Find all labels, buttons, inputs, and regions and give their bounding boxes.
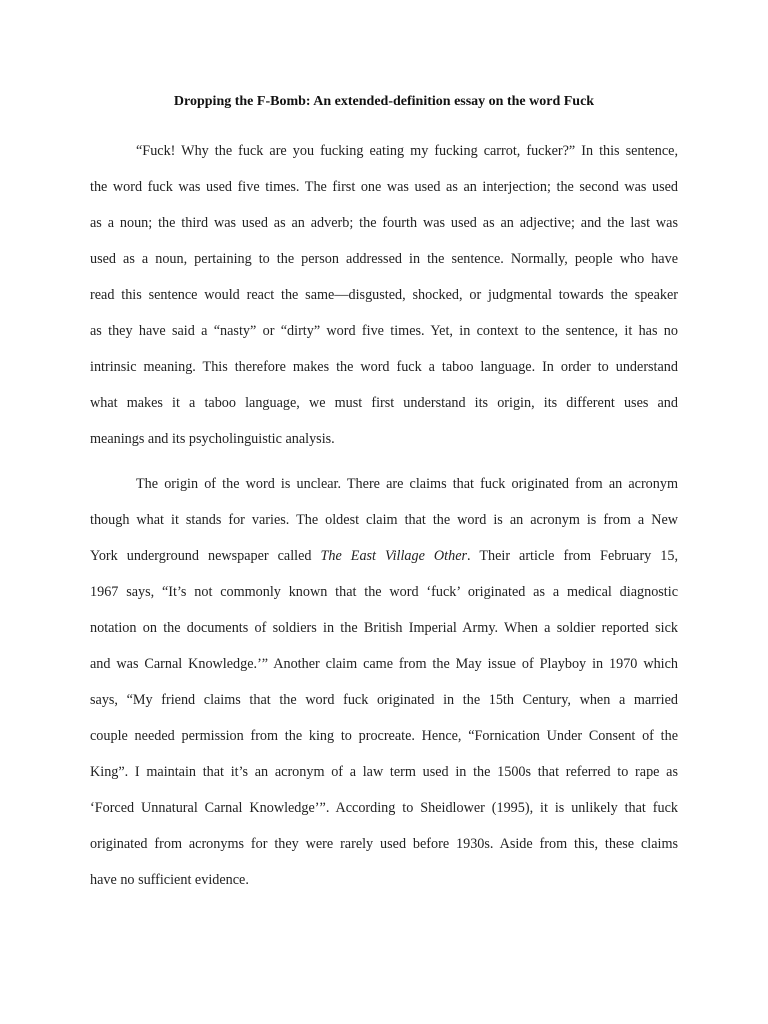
paragraph-line: as they have said a “nasty” or “dirty” word five times. Yet, in context to the sentence, it has no <box>90 323 678 339</box>
paragraph-1 <box>90 133 678 457</box>
line-text: . Their article from February 15, <box>467 548 679 564</box>
paragraph-line: couple needed permission from the king to procreate. Hence, “Fornication Under Consent of the <box>90 728 678 744</box>
paragraph-2 <box>90 466 678 898</box>
paragraph-line: “Fuck! Why the fuck are you fucking eating my fucking carrot, fucker?” In this sentence, <box>136 143 678 159</box>
line-text: York underground newspaper called <box>90 548 321 564</box>
paragraph-line: meanings and its psycholinguistic analysis. <box>90 431 335 447</box>
paragraph-line: intrinsic meaning. This therefore makes the word fuck a taboo language. In order to understand <box>90 359 678 375</box>
paragraph-line-with-italic <box>90 538 678 574</box>
paragraph-line: says, “My friend claims that the word fuck originated in the 15th Century, when a married <box>90 692 678 708</box>
paragraph-line: and was Carnal Knowledge.’” Another claim came from the May issue of Playboy in 1970 which <box>90 656 678 672</box>
paragraph-line: The origin of the word is unclear. There are claims that fuck originated from an acronym <box>136 476 678 492</box>
paragraph-line: though what it stands for varies. The oldest claim that the word is an acronym is from a New <box>90 512 678 528</box>
newspaper-name: The East Village Other <box>320 548 468 564</box>
paragraph-line: King”. I maintain that it’s an acronym of a law term used in the 1500s that referred to rape as <box>90 764 678 780</box>
paragraph-line: have no sufficient evidence. <box>90 872 249 888</box>
paragraph-line: ‘Forced Unnatural Carnal Knowledge’”. According to Sheidlower (1995), it is unlikely that fuck <box>90 800 678 816</box>
paragraph-line: the word fuck was used five times. The first one was used as an interjection; the second was used <box>90 179 678 195</box>
paragraph-line: notation on the documents of soldiers in the British Imperial Army. When a soldier reported sick <box>90 620 678 636</box>
paragraph-line: originated from acronyms for they were rarely used before 1930s. Aside from this, these claims <box>90 836 678 852</box>
paragraph-line: used as a noun, pertaining to the person addressed in the sentence. Normally, people who have <box>90 251 678 267</box>
paragraph-line: 1967 says, “It’s not commonly known that the word ‘fuck’ originated as a medical diagnostic <box>90 584 678 600</box>
essay-title: Dropping the F-Bomb: An extended-definition essay on the word Fuck <box>173 94 595 109</box>
paragraph-line: as a noun; the third was used as an adverb; the fourth was used as an adjective; and the last was <box>90 215 678 231</box>
paragraph-line: what makes it a taboo language, we must first understand its origin, its different uses and <box>90 395 678 411</box>
paragraph-line: read this sentence would react the same—disgusted, shocked, or judgmental towards the speaker <box>90 287 678 303</box>
